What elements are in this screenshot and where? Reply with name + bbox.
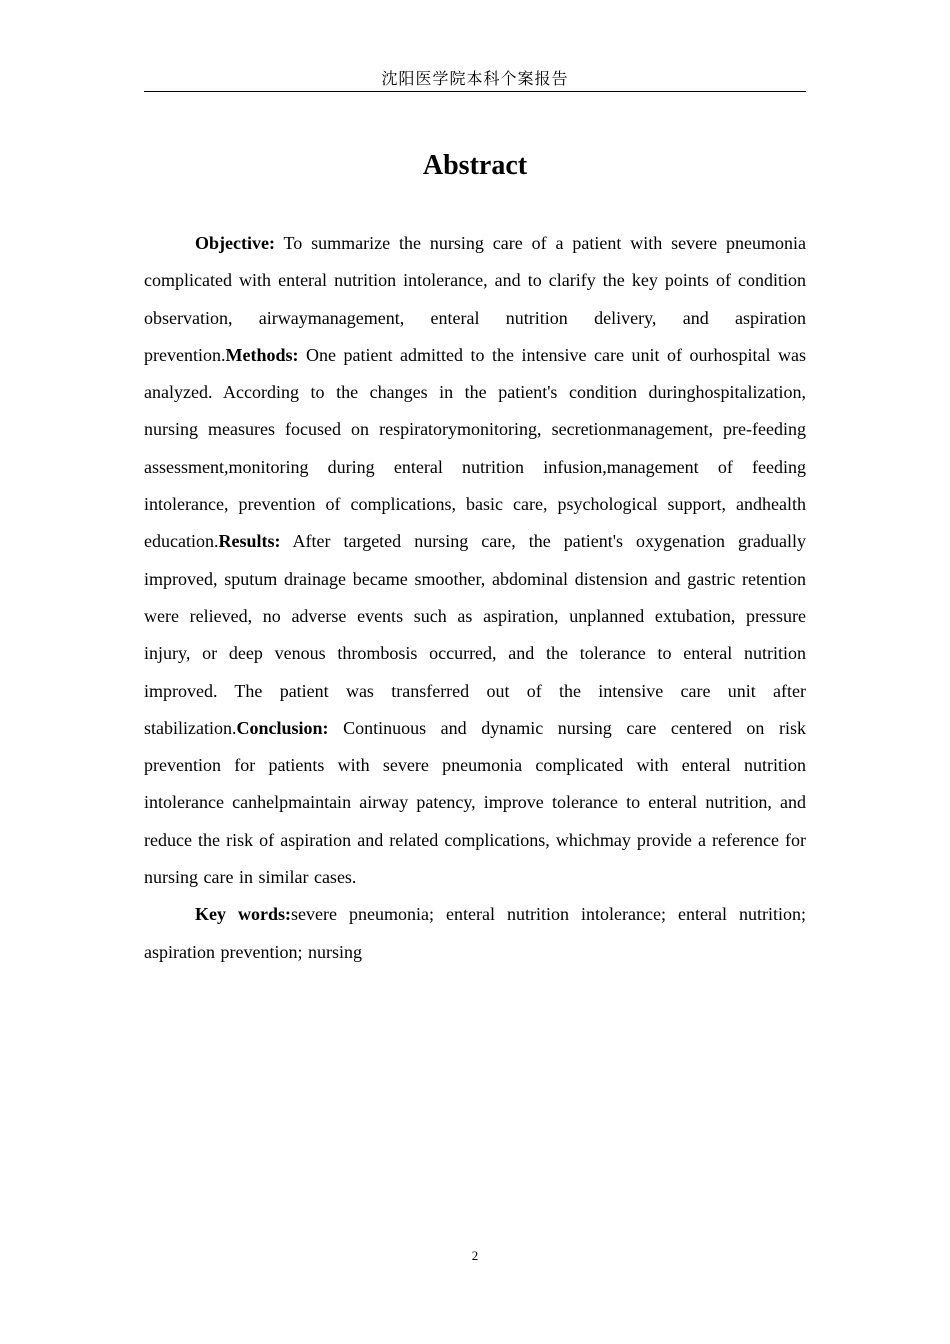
methods-text: One patient admitted to the intensive care unit of ourhospital was analyzed. According to the changes in the patient's condition duringhospitalization, nursing measures focused on respiratorymonitoring, secretionmanagement, pre-feeding assessment,monitoring during enteral nutrition infusion,management of feeding intolerance, prevention of complications, basic care, psychological support, andhealth education. xyxy=(144,344,806,552)
conclusion-text: Continuous and dynamic nursing care centered on risk prevention for patients with severe pneumonia complicated with enteral nutrition intolerance canhelpmaintain airway patency, improve tolerance to enteral nutrition, and reduce the risk of aspiration and related complications, whichmay provide a reference for nursing care in similar cases. xyxy=(144,717,806,888)
abstract-body xyxy=(144,225,806,971)
abstract-title: Abstract xyxy=(422,150,528,181)
objective-text: To summarize the nursing care of a patient with severe pneumonia complicated with enteral nutrition intolerance, and to clarify the key points of condition observation, airwaymanagement, enteral nutrition delivery, and aspiration prevention. xyxy=(144,233,806,365)
results-label: Results: xyxy=(218,531,281,552)
keywords-label: Key words: xyxy=(195,904,292,925)
keywords-paragraph xyxy=(144,896,806,971)
page-number: 2 xyxy=(471,1248,479,1263)
conclusion-label: Conclusion: xyxy=(236,717,329,738)
keywords-text: severe pneumonia; enteral nutrition intolerance; enteral nutrition; aspiration prevention; nursing xyxy=(144,904,806,962)
results-text: After targeted nursing care, the patient's oxygenation gradually improved, sputum drainage became smoother, abdominal distension and gastric retention were relieved, no adverse events such as aspiration, unplanned extubation, pressure injury, or deep venous thrombosis occurred, and the tolerance to enteral nutrition improved. The patient was transferred out of the intensive care unit after stabilization. xyxy=(144,531,806,738)
objective-label: Objective: xyxy=(195,233,275,253)
methods-label: Methods: xyxy=(225,344,299,365)
page-header xyxy=(144,66,806,92)
header-institution-title: 沈阳医学院本科个案报告 xyxy=(381,69,569,88)
abstract-paragraph xyxy=(144,225,806,896)
